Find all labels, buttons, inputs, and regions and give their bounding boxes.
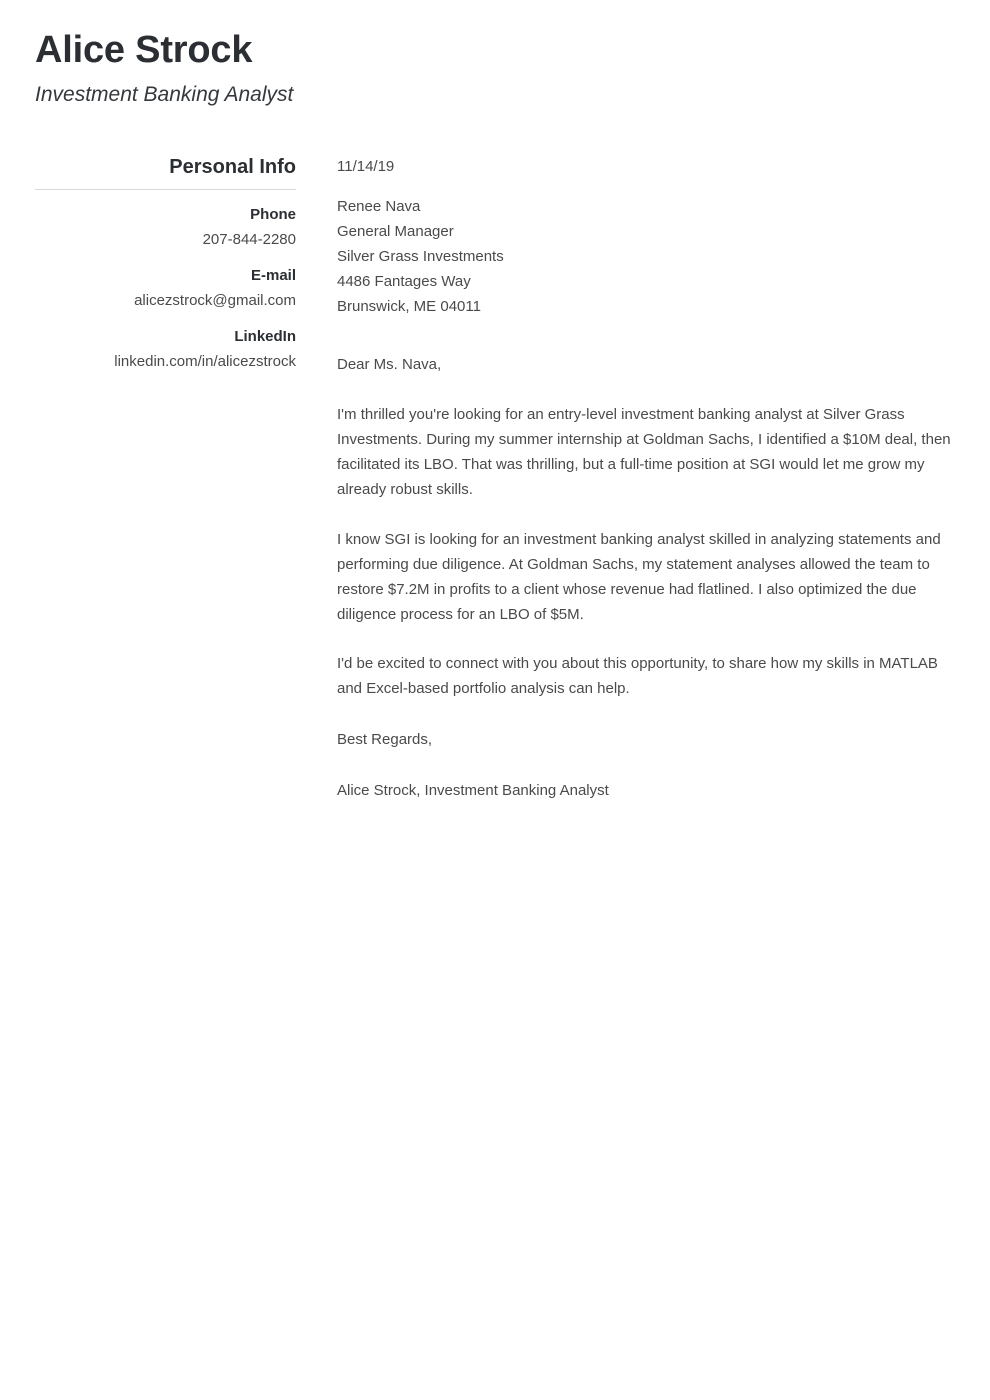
- applicant-job-title: Investment Banking Analyst: [35, 82, 294, 106]
- recipient-job-title: General Manager: [337, 222, 454, 240]
- contact-item-email: [35, 265, 296, 312]
- recipient-street: 4486 Fantages Way: [337, 272, 471, 290]
- letter-body: [337, 155, 952, 804]
- contact-label-linkedin: LinkedIn: [234, 328, 296, 346]
- contact-value-linkedin[interactable]: linkedin.com/in/alicezstrock: [114, 353, 296, 371]
- applicant-name: Alice Strock: [35, 29, 253, 71]
- personal-info-sidebar: [35, 155, 296, 388]
- contact-item-phone: [35, 204, 296, 251]
- letter-paragraph-3: I'd be excited to connect with you about this opportunity, to share how my skills in MATLAB and Excel-based portfolio analysis can help.: [337, 655, 938, 698]
- content-columns: [0, 155, 990, 804]
- letter-salutation: Dear Ms. Nava,: [337, 356, 442, 374]
- contact-label-email: E-mail: [250, 267, 296, 285]
- contact-value-email[interactable]: alicezstrock@gmail.com: [134, 291, 296, 309]
- personal-info-heading: Personal Info: [169, 155, 296, 178]
- letter-header: [0, 0, 990, 107]
- sidebar-divider: [35, 189, 296, 190]
- letter-paragraph-1: I'm thrilled you're looking for an entry-level investment banking analyst at Silver Grass Investments. During my summer internship at Goldman Sachs, I identified a $10M deal, then facilitated its LBO. That was thrilling, but a full-time position at SGI would let me grow my already robust skills.: [337, 406, 951, 498]
- letter-paragraph-2: I know SGI is looking for an investment banking analyst skilled in analyzing statements and performing due diligence. At Goldman Sachs, my statement analyses allowed the team to restore $7.2M in profits to a client whose revenue had flatlined. I also optimized the due diligence process for an LBO of $5M.: [337, 530, 941, 623]
- recipient-city-state-zip: Brunswick, ME 04011: [337, 297, 481, 315]
- contact-label-phone: Phone: [250, 205, 296, 223]
- recipient-company: Silver Grass Investments: [337, 247, 504, 265]
- recipient-name: Renee Nava: [337, 197, 421, 215]
- contact-item-linkedin: [35, 326, 296, 373]
- letter-signoff: Best Regards,: [337, 731, 433, 749]
- recipient-address-block: [337, 195, 952, 319]
- letter-date: 11/14/19: [337, 157, 395, 175]
- contact-value-phone: 207-844-2280: [202, 230, 296, 248]
- letter-signature: Alice Strock, Investment Banking Analyst: [337, 782, 609, 800]
